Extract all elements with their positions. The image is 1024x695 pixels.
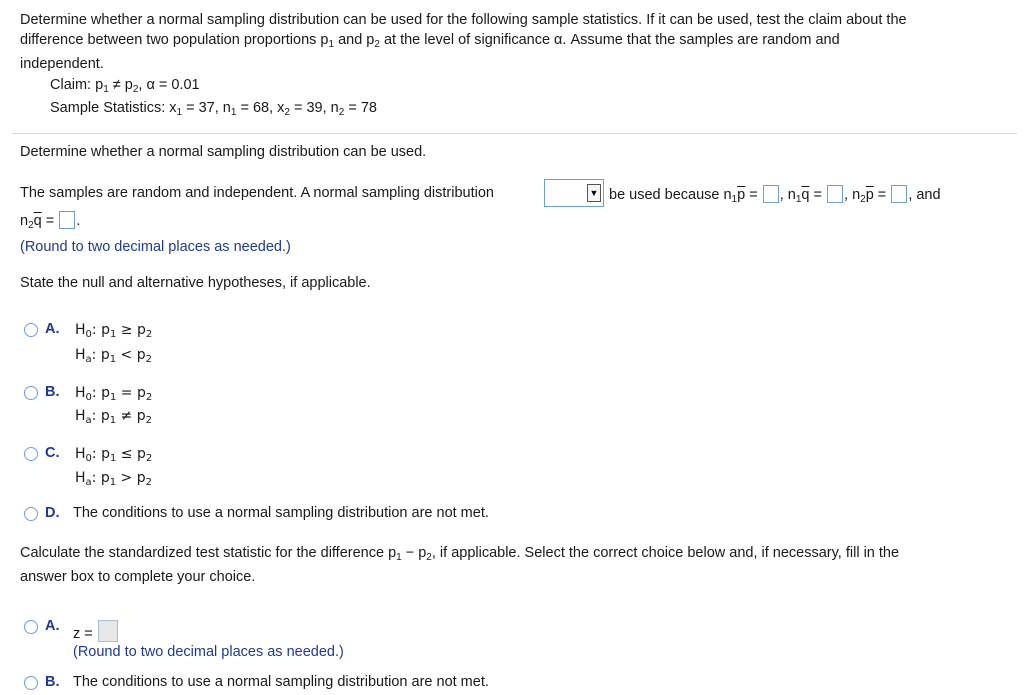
z-option-b-letter: B. <box>45 674 60 690</box>
round-note-1: (Round to two decimal places as needed.) <box>20 239 291 255</box>
option-b-letter: B. <box>45 384 60 400</box>
n2qbar-line: $n_2\overline{q}$ = . <box>20 213 81 231</box>
section3-line-2: answer box to complete your choice. <box>20 569 256 585</box>
z-option-b-radio[interactable] <box>24 676 38 690</box>
option-b-radio[interactable] <box>24 386 38 400</box>
option-a-radio[interactable] <box>24 323 38 337</box>
intro-line-1: Determine whether a normal sampling distribution can be used for the following sample statistics. If it can be used, test the claim about the <box>20 12 907 28</box>
because-clause: be used because $n_1\overline{p}$ = , $n_1\overline{q}$ = , $n_2\overline{p}$ = , and <box>609 187 941 205</box>
n1qbar-input[interactable] <box>827 185 843 203</box>
option-b-h0: $H_0$: $p_1 = p_2$ <box>75 385 153 403</box>
option-d-text: The conditions to use a normal sampling distribution are not met. <box>73 505 489 521</box>
intro-line-2: difference between two population proportions $p_1$ and $p_2$ at the level of significance α. Assume that the samples are random and <box>20 32 840 50</box>
option-d-radio[interactable] <box>24 507 38 521</box>
round-note-2: (Round to two decimal places as needed.) <box>73 644 344 660</box>
divider <box>12 133 1017 134</box>
section2-heading: State the null and alternative hypotheses, if applicable. <box>20 275 371 291</box>
option-a-letter: A. <box>45 321 60 337</box>
claim: Claim: $p_1 \ne p_2$, α = 0.01 <box>50 77 200 95</box>
section1-heading: Determine whether a normal sampling distribution can be used. <box>20 144 427 160</box>
z-option-b-text: The conditions to use a normal sampling distribution are not met. <box>73 674 489 690</box>
z-input[interactable] <box>98 620 118 642</box>
z-answer-line: z = <box>73 620 119 642</box>
n2qbar-input[interactable] <box>59 211 75 229</box>
option-c-h0: $H_0$: $p_1 \le p_2$ <box>75 446 153 464</box>
z-option-a-radio[interactable] <box>24 620 38 634</box>
section3-line-1: Calculate the standardized test statistic for the difference $p_1 - p_2$, if applicable. Select the correct choice below and, if necessary, fill in the <box>20 545 900 563</box>
option-b-ha: $H_a$: $p_1 \ne p_2$ <box>75 408 153 426</box>
can-cannot-dropdown[interactable] <box>544 179 604 207</box>
n2pbar-input[interactable] <box>891 185 907 203</box>
option-c-radio[interactable] <box>24 447 38 461</box>
option-c-ha: $H_a$: $p_1 > p_2$ <box>75 470 153 488</box>
option-d-letter: D. <box>45 505 60 521</box>
sample-statistics: Sample Statistics: $x_1 = 37$, $n_1 = 68$, $x_2 = 39$, $n_2 = 78$ <box>50 100 377 118</box>
normal-dist-sentence: The samples are random and independent. A normal sampling distribution <box>20 185 494 201</box>
option-a-h0: $H_0$: $p_1 \ge p_2$ <box>75 322 153 340</box>
option-a-ha: $H_a$: $p_1 < p_2$ <box>75 347 153 365</box>
n1pbar-input[interactable] <box>763 185 779 203</box>
option-c-letter: C. <box>45 445 60 461</box>
z-option-a-letter: A. <box>45 618 60 634</box>
intro-line-3: independent. <box>20 56 104 72</box>
dropdown-arrow-icon[interactable]: ▼ <box>587 184 601 202</box>
